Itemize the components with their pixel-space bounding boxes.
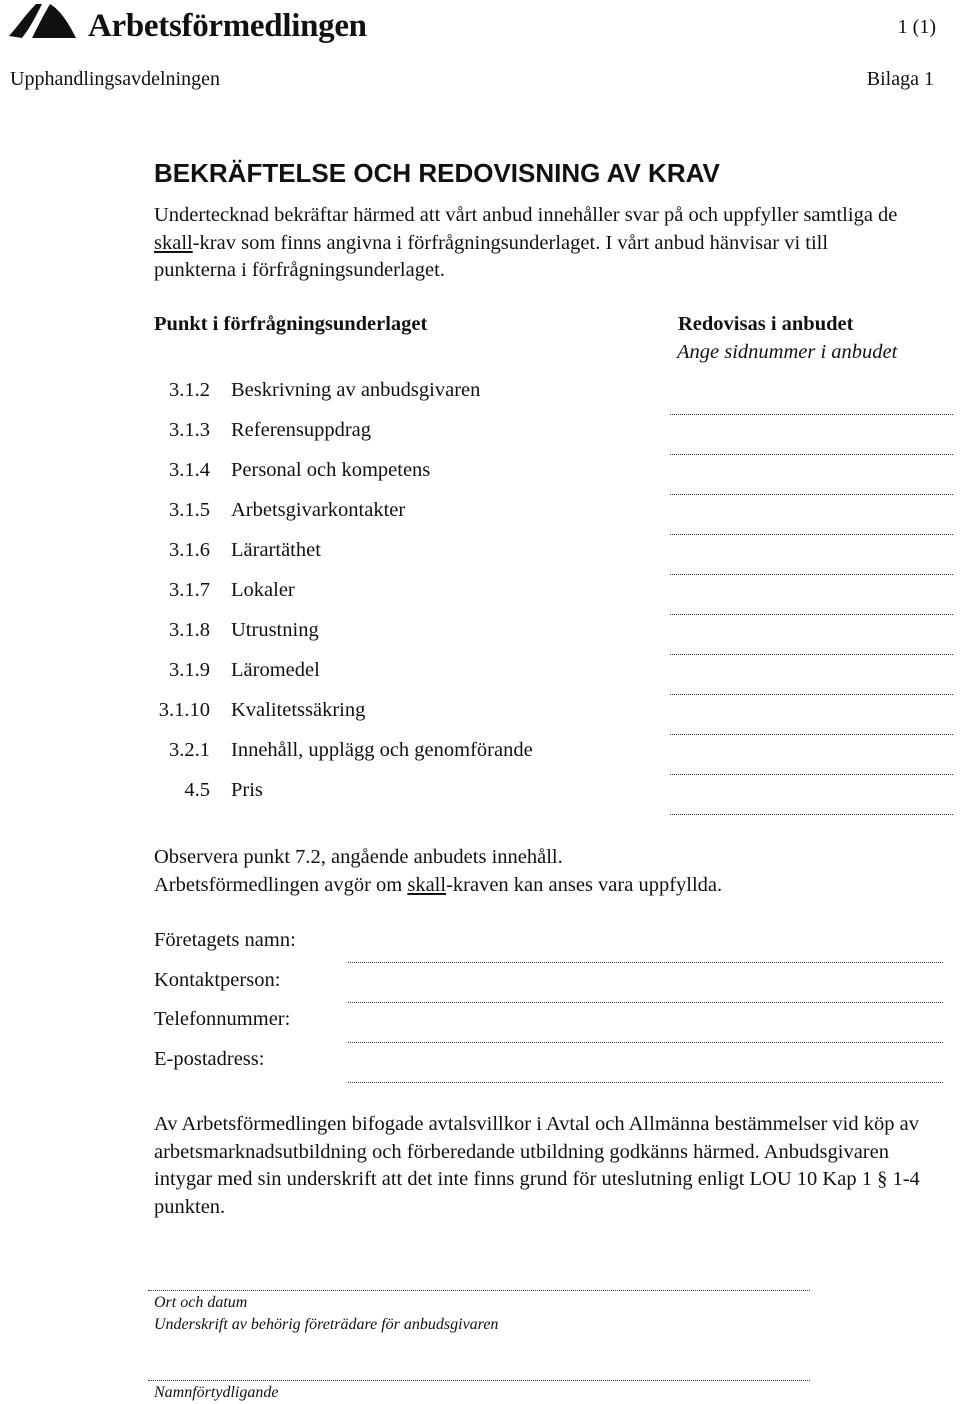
page-number-input-line[interactable] [670, 774, 953, 775]
name-clarification-label: Namnförtydligande [154, 1384, 279, 1401]
requirement-number: 4.5 [184, 779, 210, 801]
page-number-input-line[interactable] [670, 694, 953, 695]
column-subheading-page: Ange sidnummer i anbudet [677, 341, 898, 363]
requirement-label: Kvalitetssäkring [231, 699, 366, 721]
company-name-label: Företagets namn: [154, 929, 296, 951]
email-label: E-postadress: [154, 1048, 265, 1070]
requirement-label: Arbetsgivarkontakter [231, 499, 406, 521]
requirement-label: Utrustning [231, 619, 319, 641]
name-clarification-input-line[interactable] [148, 1380, 810, 1381]
phone-input-line[interactable] [348, 1042, 943, 1043]
requirement-number: 3.1.6 [169, 539, 210, 561]
page-number-input-line[interactable] [670, 734, 953, 735]
requirement-number: 3.1.10 [158, 699, 210, 721]
requirement-label: Referensuppdrag [231, 419, 372, 441]
company-name-input-line[interactable] [348, 962, 943, 963]
arbetsformedlingen-logo-icon [6, 0, 78, 42]
signature-input-line[interactable] [148, 1290, 810, 1291]
page-number-input-line[interactable] [670, 814, 953, 815]
intro-paragraph [154, 202, 914, 285]
page-number-input-line[interactable] [670, 654, 953, 655]
page-number-input-line[interactable] [670, 414, 953, 415]
note-line-1: Observera punkt 7.2, angående anbudets innehåll. [154, 846, 563, 868]
page-number-input-line[interactable] [670, 494, 953, 495]
intro-underlined-word: skall [154, 231, 193, 254]
requirement-label: Innehåll, upplägg och genomförande [231, 739, 533, 761]
requirement-label: Lokaler [231, 579, 295, 601]
department-name: Upphandlingsavdelningen [10, 68, 220, 90]
page-number-input-line[interactable] [670, 574, 953, 575]
requirement-number: 3.1.8 [169, 619, 210, 641]
note-text-part1: Arbetsförmedlingen avgör om [154, 873, 408, 896]
note-underlined-word: skall [407, 873, 447, 896]
requirement-number: 3.1.5 [169, 499, 210, 521]
terms-paragraph: Av Arbetsförmedlingen bifogade avtalsvillkor i Avtal och Allmänna bestämmelser vid köp av arbetsmarknadsutbildning och förberedande utbildning godkänns härmed. Anbudsgivaren intygar med sin underskrift att det inte finns grund för uteslutning enligt LOU 10 Kap 1 § 1-4 punkten. [154, 1113, 920, 1218]
page-number-input-line[interactable] [670, 534, 953, 535]
place-date-label: Ort och datum [154, 1294, 248, 1311]
requirement-number: 3.1.9 [169, 659, 210, 681]
column-heading-section: Punkt i förfrågningsunderlaget [154, 313, 428, 335]
note-paragraph [154, 844, 914, 899]
email-input-line[interactable] [348, 1082, 943, 1083]
requirement-number: 3.1.2 [169, 379, 210, 401]
requirement-number: 3.1.3 [169, 419, 210, 441]
page-number: 1 (1) [897, 16, 936, 38]
page-number-input-line[interactable] [670, 614, 953, 615]
requirement-label: Pris [231, 779, 263, 801]
page-number-input-line[interactable] [670, 454, 953, 455]
requirement-label: Beskrivning av anbudsgivaren [231, 379, 481, 401]
requirement-number: 3.1.7 [169, 579, 210, 601]
intro-text-part2: -krav som finns angivna i förfrågningsunderlaget. I vårt anbud hänvisar vi till punkterna i förfrågningsunderlaget. [154, 231, 829, 281]
brand-name: Arbetsförmedlingen [88, 8, 367, 44]
requirement-label: Läromedel [231, 659, 320, 681]
intro-text-part1: Undertecknad bekräftar härmed att vårt anbud innehåller svar på och uppfyller samtliga de [154, 204, 898, 226]
requirement-number: 3.2.1 [169, 739, 210, 761]
requirement-label: Personal och kompetens [231, 459, 431, 481]
column-heading-page: Redovisas i anbudet [678, 313, 854, 335]
note-text-part2: -kraven kan anses vara uppfyllda. [446, 873, 723, 896]
signature-label: Underskrift av behörig företrädare för anbudsgivaren [154, 1316, 499, 1333]
phone-label: Telefonnummer: [154, 1008, 291, 1030]
requirement-label: Lärartäthet [231, 539, 321, 561]
requirement-number: 3.1.4 [169, 459, 210, 481]
contact-person-input-line[interactable] [348, 1002, 943, 1003]
document-title: BEKRÄFTELSE OCH REDOVISNING AV KRAV [154, 158, 720, 188]
contact-person-label: Kontaktperson: [154, 969, 281, 991]
note-line-2 [154, 872, 914, 900]
annex-label: Bilaga 1 [866, 68, 934, 90]
